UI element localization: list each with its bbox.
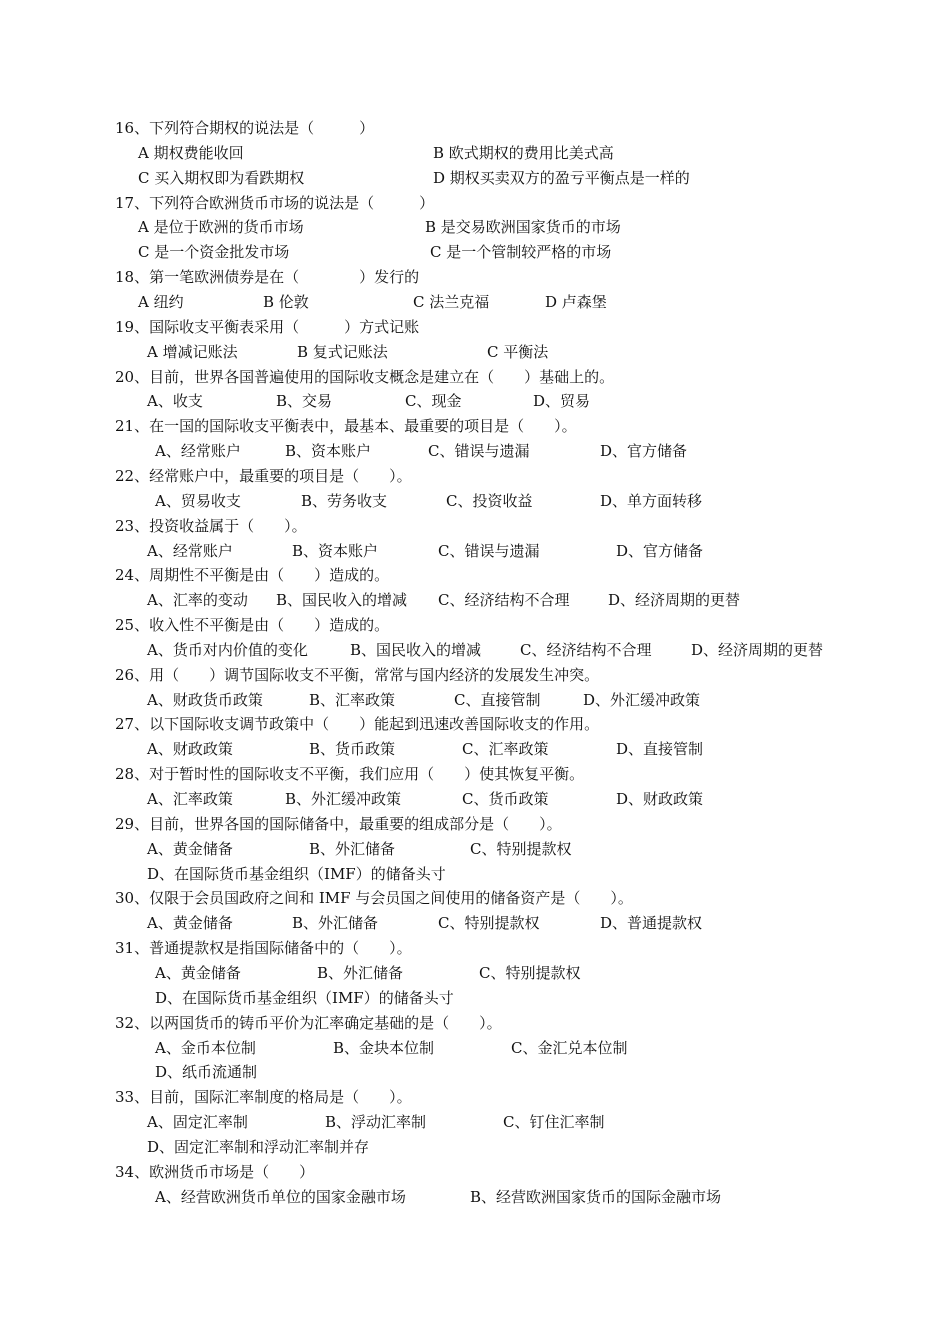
answer-option: B、劳务收支 <box>301 491 388 510</box>
answer-option: A、黄金储备 <box>155 963 241 982</box>
question-stem: 27、以下国际收支调节政策中（ ）能起到迅速改善国际收支的作用。 <box>115 715 600 734</box>
answer-option: A、黄金储备 <box>147 914 233 933</box>
answer-option: C、特别提款权 <box>470 839 572 858</box>
answer-option: A、经营欧洲货币单位的国家金融市场 <box>155 1187 406 1206</box>
question-stem: 23、投资收益属于（ ）。 <box>115 516 307 535</box>
answer-option: C 是一个资金批发市场 <box>138 243 290 262</box>
answer-option: B、外汇缓冲政策 <box>285 790 402 808</box>
answer-option: C 是一个管制较严格的市场 <box>430 243 612 262</box>
answer-option: A、财政货币政策 <box>147 690 263 709</box>
answer-option: B、汇率政策 <box>309 690 396 709</box>
answer-option: C、汇率政策 <box>462 740 549 759</box>
answer-option: C 平衡法 <box>487 342 549 361</box>
answer-option: D、经济周期的更替 <box>608 591 741 610</box>
question-stem: 32、以两国货币的铸币平价为汇率确定基础的是（ ）。 <box>115 1013 502 1032</box>
answer-option: B、外汇储备 <box>317 963 404 982</box>
answer-option: B、国民收入的增减 <box>276 591 408 610</box>
answer-option: B、外汇储备 <box>292 914 379 933</box>
answer-option: A、固定汇率制 <box>147 1113 248 1131</box>
answer-option: D、普通提款权 <box>600 914 703 933</box>
answer-option: A 纽约 <box>138 292 184 311</box>
question-stem: 19、国际收支平衡表采用（ ）方式记账 <box>115 317 420 336</box>
answer-option: D 卢森堡 <box>545 292 607 311</box>
answer-option: A、汇率政策 <box>147 790 233 808</box>
question-stem: 21、在一国的国际收支平衡表中，最基本、最重要的项目是（ ）。 <box>115 417 577 436</box>
answer-option: C、特别提款权 <box>438 914 540 933</box>
answer-option: C、货币政策 <box>462 790 549 808</box>
answer-option: C、钉住汇率制 <box>503 1113 605 1131</box>
question-stem: 16、下列符合期权的说法是（ ） <box>115 119 375 137</box>
answer-option: C、现金 <box>405 392 462 411</box>
answer-option: D 期权买卖双方的盈亏平衡点是一样的 <box>433 168 690 187</box>
answer-option: A、黄金储备 <box>147 839 233 858</box>
answer-option: D、经济周期的更替 <box>691 640 824 659</box>
answer-option: D、外汇缓冲政策 <box>583 690 701 709</box>
answer-option: B 复式记账法 <box>297 342 388 361</box>
answer-option: D、固定汇率制和浮动汇率制并存 <box>147 1137 370 1156</box>
answer-option: B、资本账户 <box>292 541 379 560</box>
answer-option: A、经常账户 <box>155 442 241 461</box>
answer-option: B 伦敦 <box>263 292 309 311</box>
question-stem: 25、收入性不平衡是由（ ）造成的。 <box>115 616 390 634</box>
answer-option: C、经济结构不合理 <box>520 640 652 659</box>
answer-option: B、金块本位制 <box>333 1038 435 1057</box>
answer-option: D、贸易 <box>533 392 591 411</box>
answer-option: A、贸易收支 <box>155 491 241 510</box>
answer-option: A、经常账户 <box>147 541 233 560</box>
answer-option: A、收支 <box>147 392 203 411</box>
answer-option: A、金币本位制 <box>155 1038 256 1057</box>
answer-option: D、直接管制 <box>616 740 704 759</box>
question-stem: 34、欧洲货币市场是（ ） <box>115 1162 315 1181</box>
answer-option: C、投资收益 <box>446 491 533 510</box>
answer-option: C 法兰克福 <box>413 292 490 311</box>
answer-option: A 期权费能收回 <box>138 143 244 162</box>
answer-option: C、经济结构不合理 <box>438 591 570 610</box>
answer-option: A 增减记账法 <box>147 342 238 361</box>
question-stem: 20、目前，世界各国普遍使用的国际收支概念是建立在（ ）基础上的。 <box>115 367 615 386</box>
question-stem: 30、仅限于会员国政府之间和 IMF 与会员国之间使用的储备资产是（ ）。 <box>115 889 633 908</box>
answer-option: B、经营欧洲国家货币的国际金融市场 <box>470 1187 722 1206</box>
answer-option: B、外汇储备 <box>309 839 396 858</box>
question-stem: 29、目前，世界各国的国际储备中，最重要的组成部分是（ ）。 <box>115 814 562 833</box>
answer-option: D、在国际货币基金组织（IMF）的储备头寸 <box>147 864 446 883</box>
question-stem: 18、第一笔欧洲债券是在（ ）发行的 <box>115 268 420 287</box>
answer-option: A、货币对内价值的变化 <box>147 640 308 659</box>
answer-option: B 欧式期权的费用比美式高 <box>433 143 614 162</box>
question-stem: 33、目前，国际汇率制度的格局是（ ）。 <box>115 1088 412 1107</box>
answer-option: A、财政政策 <box>147 740 233 759</box>
question-stem: 26、用（ ）调节国际收支不平衡，常常与国内经济的发展发生冲突。 <box>115 665 600 684</box>
question-stem: 28、对于暂时性的国际收支不平衡，我们应用（ ）使其恢复平衡。 <box>115 765 585 784</box>
answer-option: B、国民收入的增减 <box>350 640 482 659</box>
answer-option: A 是位于欧洲的货币市场 <box>138 218 304 237</box>
answer-option: C、金汇兑本位制 <box>511 1038 628 1057</box>
answer-option: D、财政政策 <box>616 790 704 808</box>
answer-option: B 是交易欧洲国家货币的市场 <box>425 218 621 237</box>
question-stem: 22、经常账户中，最重要的项目是（ ）。 <box>115 466 412 485</box>
answer-option: D、官方储备 <box>616 541 704 560</box>
answer-option: D、在国际货币基金组织（IMF）的储备头寸 <box>155 988 454 1007</box>
answer-option: C、错误与遗漏 <box>438 541 540 560</box>
answer-option: A、汇率的变动 <box>147 591 248 610</box>
answer-option: C、直接管制 <box>454 690 541 709</box>
answer-option: B、货币政策 <box>309 740 396 759</box>
answer-option: D、单方面转移 <box>600 491 703 510</box>
answer-option: C 买入期权即为看跌期权 <box>138 168 305 187</box>
answer-option: C、错误与遗漏 <box>428 442 530 461</box>
answer-option: B、浮动汇率制 <box>325 1113 427 1131</box>
question-stem: 17、下列符合欧洲货币市场的说法是（ ） <box>115 193 435 212</box>
answer-option: B、资本账户 <box>285 442 372 461</box>
question-stem: 31、普通提款权是指国际储备中的（ ）。 <box>115 939 412 958</box>
answer-option: D、官方储备 <box>600 442 688 461</box>
answer-option: C、特别提款权 <box>479 963 581 982</box>
answer-option: D、纸币流通制 <box>155 1063 258 1082</box>
answer-option: B、交易 <box>276 392 333 411</box>
question-stem: 24、周期性不平衡是由（ ）造成的。 <box>115 566 390 585</box>
